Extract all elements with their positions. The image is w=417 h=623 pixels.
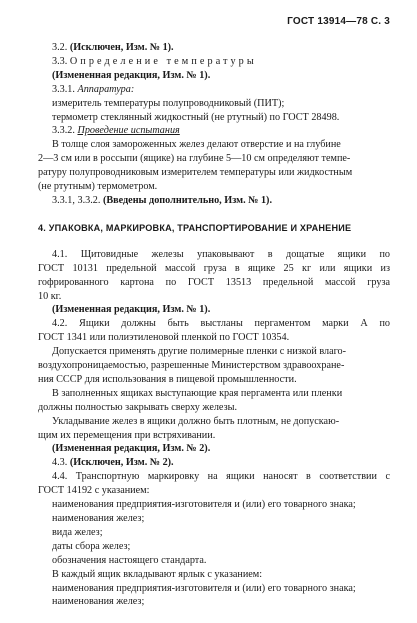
text-line: Укладывание желез в ящики должно быть плотным, не допускаю- xyxy=(52,415,340,427)
text-line: воздухопроницаемостью, разрешенные Министерством здравоохране- xyxy=(38,360,345,372)
document-body xyxy=(38,41,390,609)
page-header: ГОСТ 13914—78 С. 3 xyxy=(287,16,390,27)
text-line: наименования предприятия-изготовителя и (или) его товарного знака; xyxy=(52,499,356,511)
clause-3-3-1: 3.3.1. Аппаратура: xyxy=(52,83,135,95)
text-line: 10 кг. xyxy=(38,290,62,302)
text-line: 2—3 см или в россыпи (ящике) на глубине 5—10 см определяют темпе- xyxy=(38,153,351,165)
text-line: В заполненных ящиках выступающие края пергамента или пленки xyxy=(52,387,343,399)
clause-4-4: 4.4. Транспортную маркировку на ящики наносят в соответствии с xyxy=(52,471,390,483)
amendment-note: (Измененная редакция, Изм. № 1). xyxy=(52,304,211,316)
text-line: В толще слоя замороженных желез делают отверстие и на глубине xyxy=(52,139,341,151)
section-4-title: 4. УПАКОВКА, МАРКИРОВКА, ТРАНСПОРТИРОВАНИЕ И ХРАНЕНИЕ xyxy=(38,222,352,233)
text-line: ГОСТ 14192 с указанием: xyxy=(38,485,150,497)
text-line: вида желез; xyxy=(52,526,103,538)
text-line: ГОСТ 10131 предельной массой груза в ящике 25 кг или ящики из xyxy=(38,262,390,274)
clause-3-2: 3.2. (Исключен, Изм. № 1). xyxy=(52,42,174,53)
text-line: должны полностью закрывать сверху железы. xyxy=(38,401,237,413)
text-line: даты сбора желез; xyxy=(52,540,131,552)
text-line: наименования желез; xyxy=(52,513,145,524)
text-line: ратуру полупроводниковым измерителем температуры или жидкостным xyxy=(38,167,353,179)
text-line: обозначения настоящего стандарта. xyxy=(52,554,207,566)
text-line: В каждый ящик вкладывают ярлык с указанием: xyxy=(52,568,263,580)
text-line: наименования предприятия-изготовителя и (или) его товарного знака; xyxy=(52,582,356,594)
text-line: Допускается применять другие полимерные пленки с низкой влаго- xyxy=(52,346,347,358)
amendment-note: (Измененная редакция, Изм. № 1). xyxy=(52,69,211,81)
clause-4-1: 4.1. Щитовидные железы упаковывают в дощатые ящики по xyxy=(52,248,390,260)
text-line: щим их перемещения при встряхивании. xyxy=(38,429,216,441)
text-line: ГОСТ 1341 или полиэтиленовой пленкой по ГОСТ 10354. xyxy=(38,332,290,344)
text-line: термометр стеклянный жидкостный (не ртутный) по ГОСТ 28498. xyxy=(52,111,340,123)
text-line: ния СССР для использования в пищевой промышленности. xyxy=(38,373,297,385)
text-line: (не ртутным) термометром. xyxy=(38,181,158,193)
text-line: измеритель температуры полупроводниковый (ПИТ); xyxy=(52,97,285,109)
amendment-note: 3.3.1, 3.3.2. (Введены дополнительно, Изм. № 1). xyxy=(52,194,273,206)
clause-4-3: 4.3. (Исключен, Изм. № 2). xyxy=(52,457,174,469)
clause-3-3: 3.3. Определение температуры xyxy=(52,55,257,67)
clause-4-2: 4.2. Ящики должны быть выстланы пергаментом марки А по xyxy=(52,318,390,330)
text-line: гофрированного картона по ГОСТ 13513 предельной массой груза xyxy=(38,276,390,288)
amendment-note: (Измененная редакция, Изм. № 2). xyxy=(52,443,211,455)
text-line: наименования желез; xyxy=(52,596,145,608)
clause-3-3-2: 3.3.2. Проведение испытания xyxy=(52,125,180,137)
